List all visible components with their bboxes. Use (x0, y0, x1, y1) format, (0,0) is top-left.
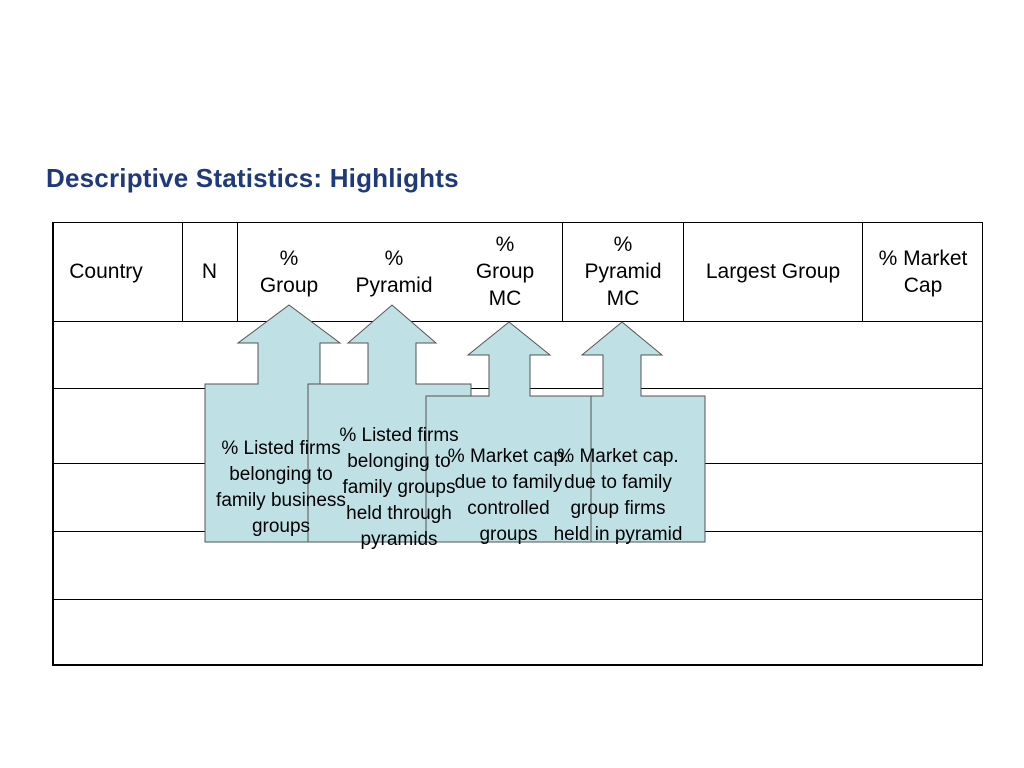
callout-label: % Listed firms belonging to family business groups (216, 438, 346, 537)
header-pct-pyramid-mc: % Pyramid MC (584, 233, 662, 310)
header-pct-market-cap: % Market Cap (878, 246, 968, 297)
header-country: Country (69, 260, 143, 283)
header-largest-group: Largest Group (705, 260, 841, 283)
header-pct-group: % Group (259, 246, 319, 297)
callout-label: % Listed firms belonging to family groups held through pyramids (339, 425, 459, 550)
callout-text-group-mc (427, 418, 590, 545)
callout-text-pyramid-mc (553, 418, 704, 545)
callout-label: % Market cap. due to family group firms held in pyramid (553, 446, 683, 545)
callout-label: % Market cap. due to family controlled groups (447, 446, 570, 545)
slide-title: Descriptive Statistics: Highlights (46, 163, 459, 193)
header-pct-group-mc: % Group MC (475, 233, 535, 310)
header-pct-pyramid: % Pyramid (355, 246, 433, 297)
header-n: N (201, 260, 218, 283)
